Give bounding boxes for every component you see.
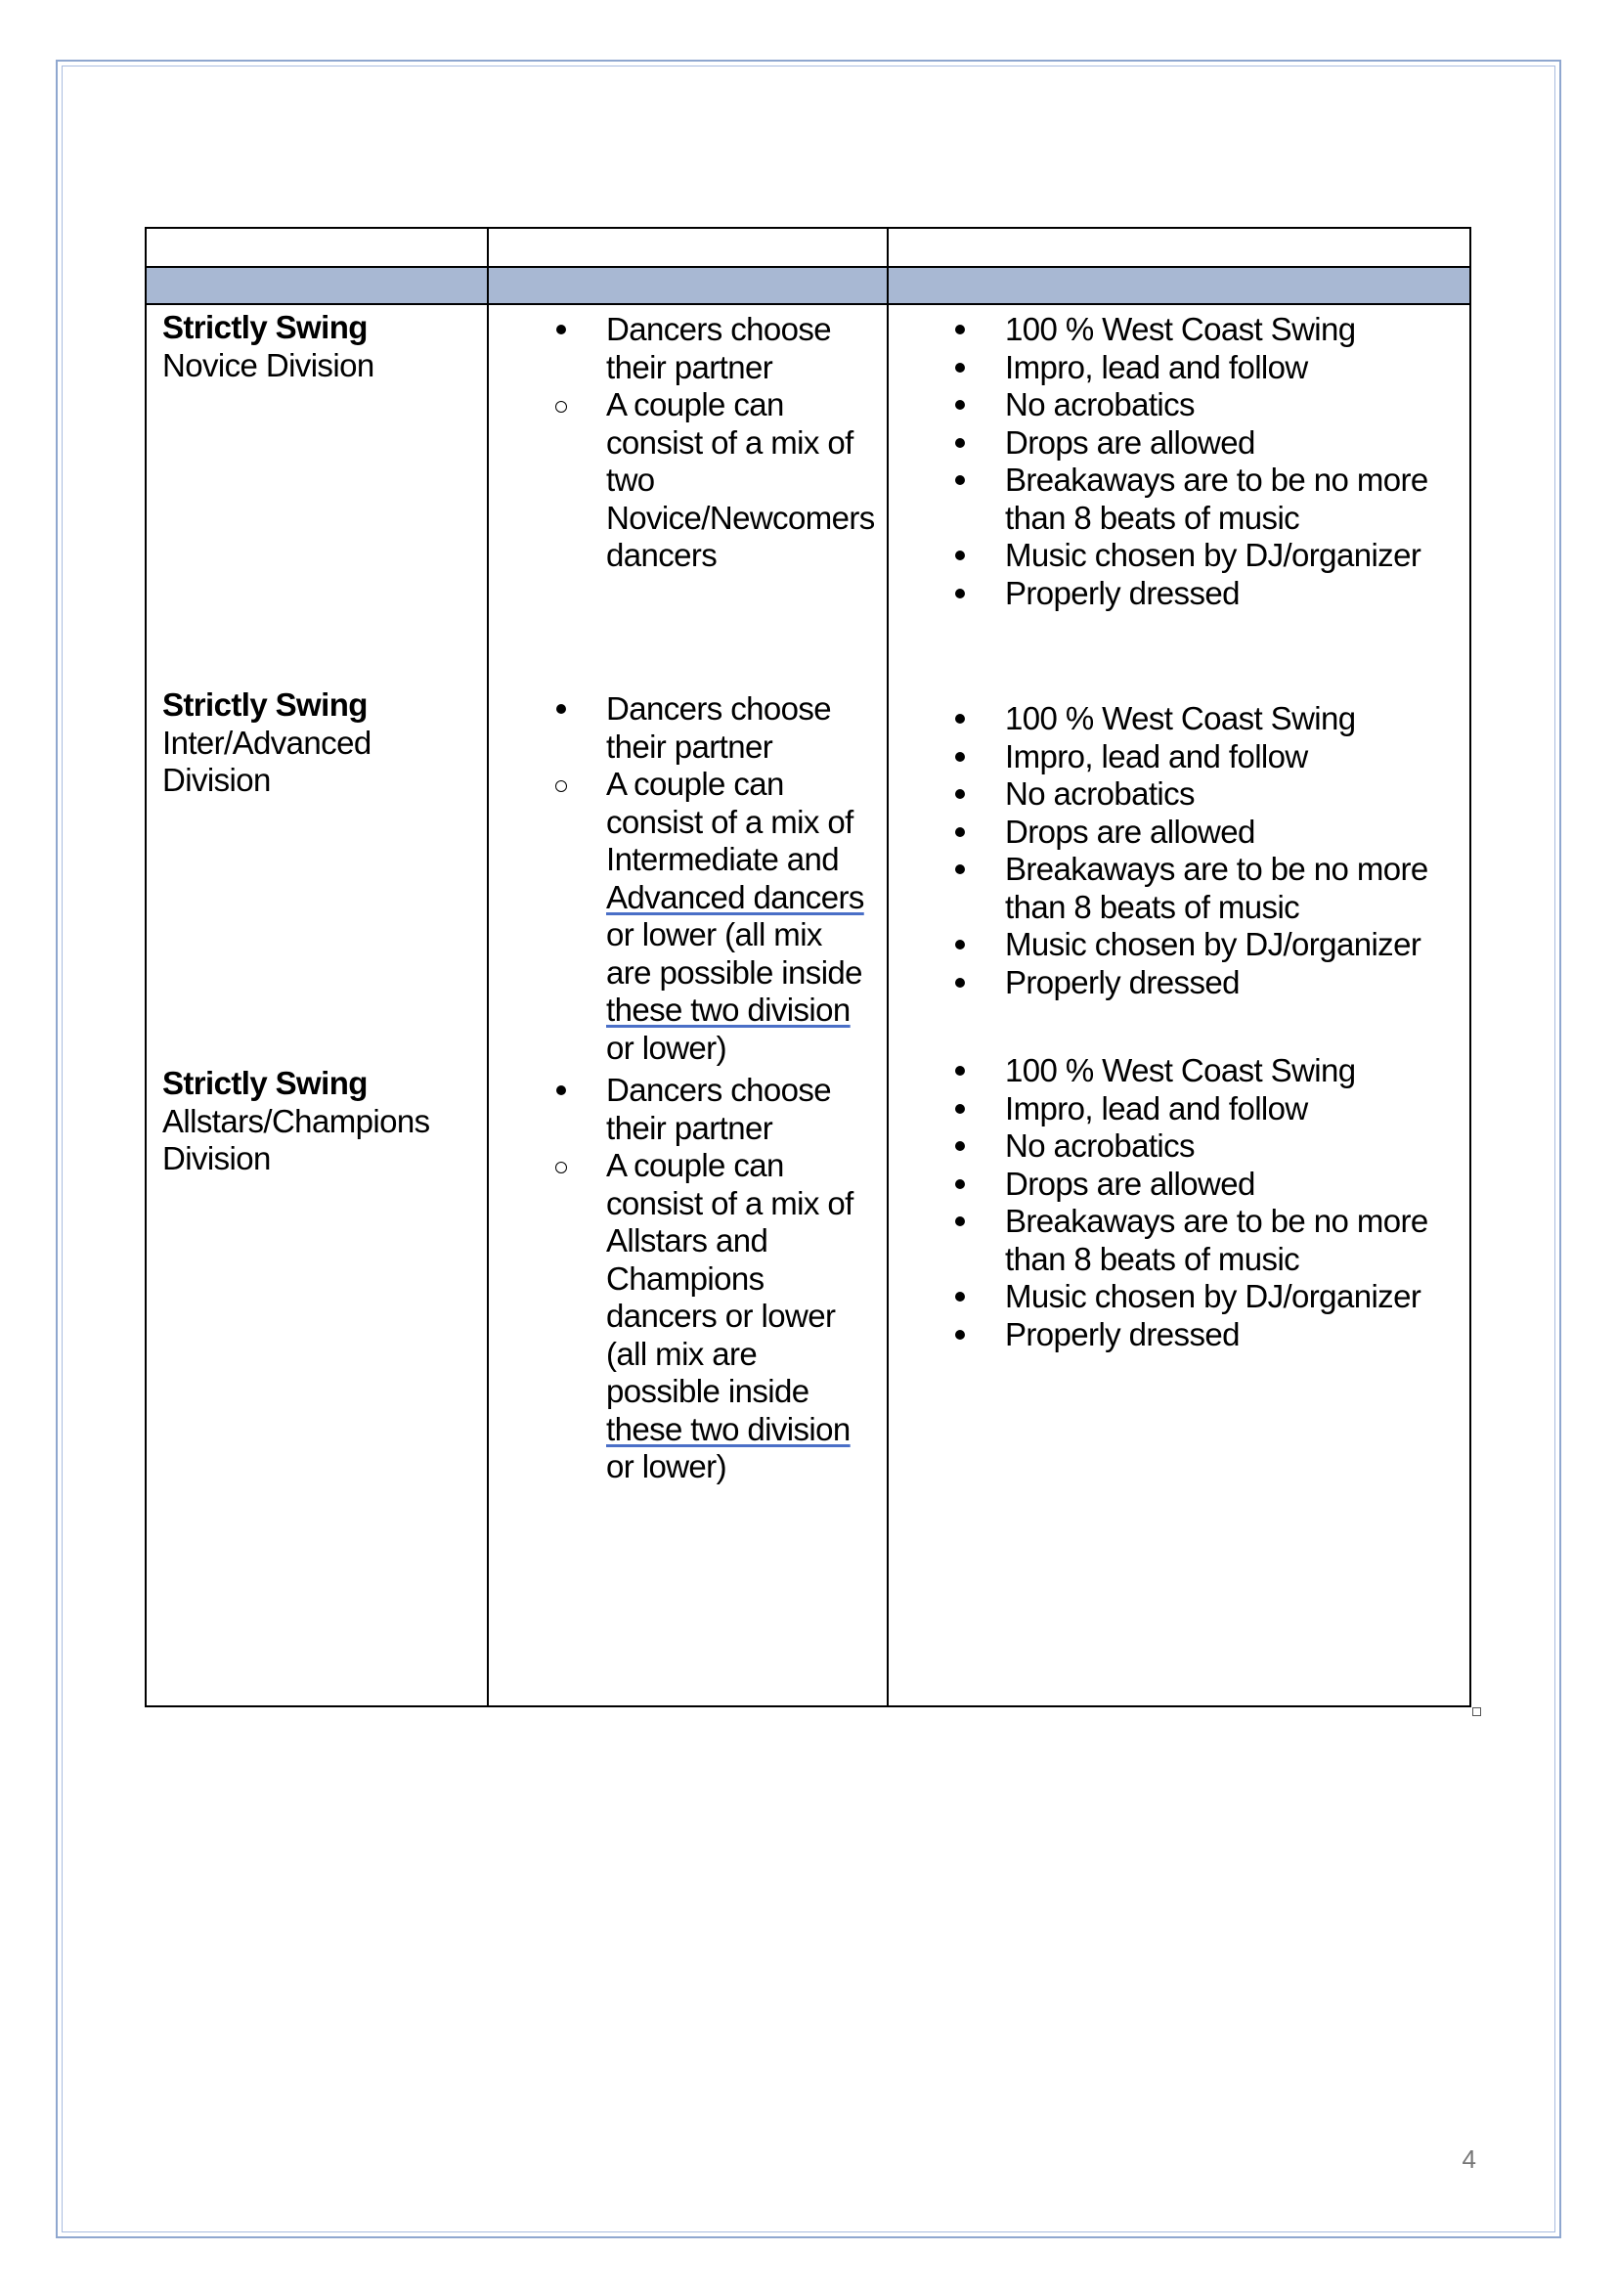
bullet-icon <box>955 864 965 874</box>
bullet-icon <box>955 1066 965 1076</box>
rule-item: Music chosen by DJ/organizer <box>948 1278 1466 1316</box>
rule-item: Music chosen by DJ/organizer <box>948 537 1466 575</box>
rule-item: Breakaways are to be no more than 8 beats of music <box>948 851 1466 926</box>
partner-cell <box>549 690 874 1067</box>
division-name-cell <box>162 686 475 800</box>
bullet-icon <box>955 363 965 373</box>
bullet-icon <box>556 325 566 334</box>
division-name-cell <box>162 309 475 384</box>
spellcheck-underline: these two division <box>606 992 851 1028</box>
bullet-icon <box>955 1292 965 1302</box>
list-item: Dancers choose their partner <box>549 690 874 766</box>
table-header-divider <box>147 266 1469 268</box>
rule-item: Impro, lead and follow <box>948 738 1466 776</box>
bullet-icon <box>955 1141 965 1151</box>
bullet-icon <box>556 1085 566 1095</box>
rule-item: Impro, lead and follow <box>948 349 1466 387</box>
rule-item: Properly dressed <box>948 575 1466 613</box>
list-item: A couple can consist of a mix of Intermediate and Advanced dancers or lower (all mix are possible inside these two division or lower) <box>549 766 874 1067</box>
page-number: 4 <box>1462 2144 1476 2174</box>
rule-item: Breakaways are to be no more than 8 beats of music <box>948 462 1466 537</box>
rules-cell <box>948 700 1466 1001</box>
list-item: A couple can consist of a mix of two Novice/Newcomers dancers <box>549 386 872 575</box>
bullet-icon <box>955 1104 965 1114</box>
division-label: Inter/Advanced Division <box>162 724 371 798</box>
bullet-icon <box>955 752 965 762</box>
spellcheck-underline: Advanced dancers <box>606 878 864 915</box>
circle-bullet-icon <box>555 1162 567 1173</box>
rule-item: Drops are allowed <box>948 814 1466 852</box>
table-header-shade <box>147 268 1469 305</box>
bullet-icon <box>955 827 965 837</box>
circle-bullet-icon <box>555 401 567 413</box>
rule-item: Music chosen by DJ/organizer <box>948 926 1466 964</box>
rule-item: 100 % West Coast Swing <box>948 1052 1466 1090</box>
rule-item: 100 % West Coast Swing <box>948 700 1466 738</box>
rule-item: Properly dressed <box>948 964 1466 1002</box>
rule-item: Impro, lead and follow <box>948 1090 1466 1128</box>
list-item: A couple can consist of a mix of Allstars and Champions dancers or lower (all mix are possible inside these two division or lower) <box>549 1147 872 1486</box>
division-label: Novice Division <box>162 346 374 383</box>
rules-cell <box>948 311 1466 612</box>
rule-item: Properly dressed <box>948 1316 1466 1354</box>
circle-bullet-icon <box>555 780 567 792</box>
rule-item: No acrobatics <box>948 1127 1466 1166</box>
partner-cell <box>549 311 875 575</box>
rule-item: No acrobatics <box>948 775 1466 814</box>
list-item: Dancers choose their partner <box>549 1072 872 1147</box>
bullet-icon <box>955 1179 965 1189</box>
spellcheck-underline: these two division <box>606 1410 851 1447</box>
division-title: Strictly Swing <box>162 686 368 723</box>
bullet-icon <box>955 978 965 988</box>
column-divider-1 <box>487 229 489 1705</box>
bullet-icon <box>955 325 965 334</box>
table-shade-divider <box>147 303 1469 305</box>
bullet-icon <box>955 475 965 485</box>
division-title: Strictly Swing <box>162 1065 368 1101</box>
rule-item: Breakaways are to be no more than 8 beats of music <box>948 1203 1466 1278</box>
rule-item: 100 % West Coast Swing <box>948 311 1466 349</box>
rule-item: Drops are allowed <box>948 1166 1466 1204</box>
division-label: Allstars/Champions Division <box>162 1102 430 1176</box>
division-title: Strictly Swing <box>162 309 368 345</box>
rule-item: No acrobatics <box>948 386 1466 424</box>
bullet-icon <box>955 789 965 799</box>
bullet-icon <box>955 551 965 560</box>
column-divider-2 <box>887 229 889 1705</box>
divisions-table <box>145 227 1471 1707</box>
bullet-icon <box>955 438 965 448</box>
bullet-icon <box>955 940 965 949</box>
partner-cell <box>549 1072 872 1486</box>
bullet-icon <box>955 1216 965 1226</box>
bullet-icon <box>955 589 965 598</box>
rule-item: Drops are allowed <box>948 424 1466 463</box>
list-item: Dancers choose their partner <box>549 311 872 386</box>
rules-cell <box>948 1052 1466 1353</box>
bullet-icon <box>556 704 566 714</box>
bullet-icon <box>955 1330 965 1340</box>
division-name-cell <box>162 1065 475 1178</box>
bullet-icon <box>955 714 965 724</box>
table-resize-handle[interactable] <box>1472 1707 1481 1716</box>
bullet-icon <box>955 400 965 410</box>
